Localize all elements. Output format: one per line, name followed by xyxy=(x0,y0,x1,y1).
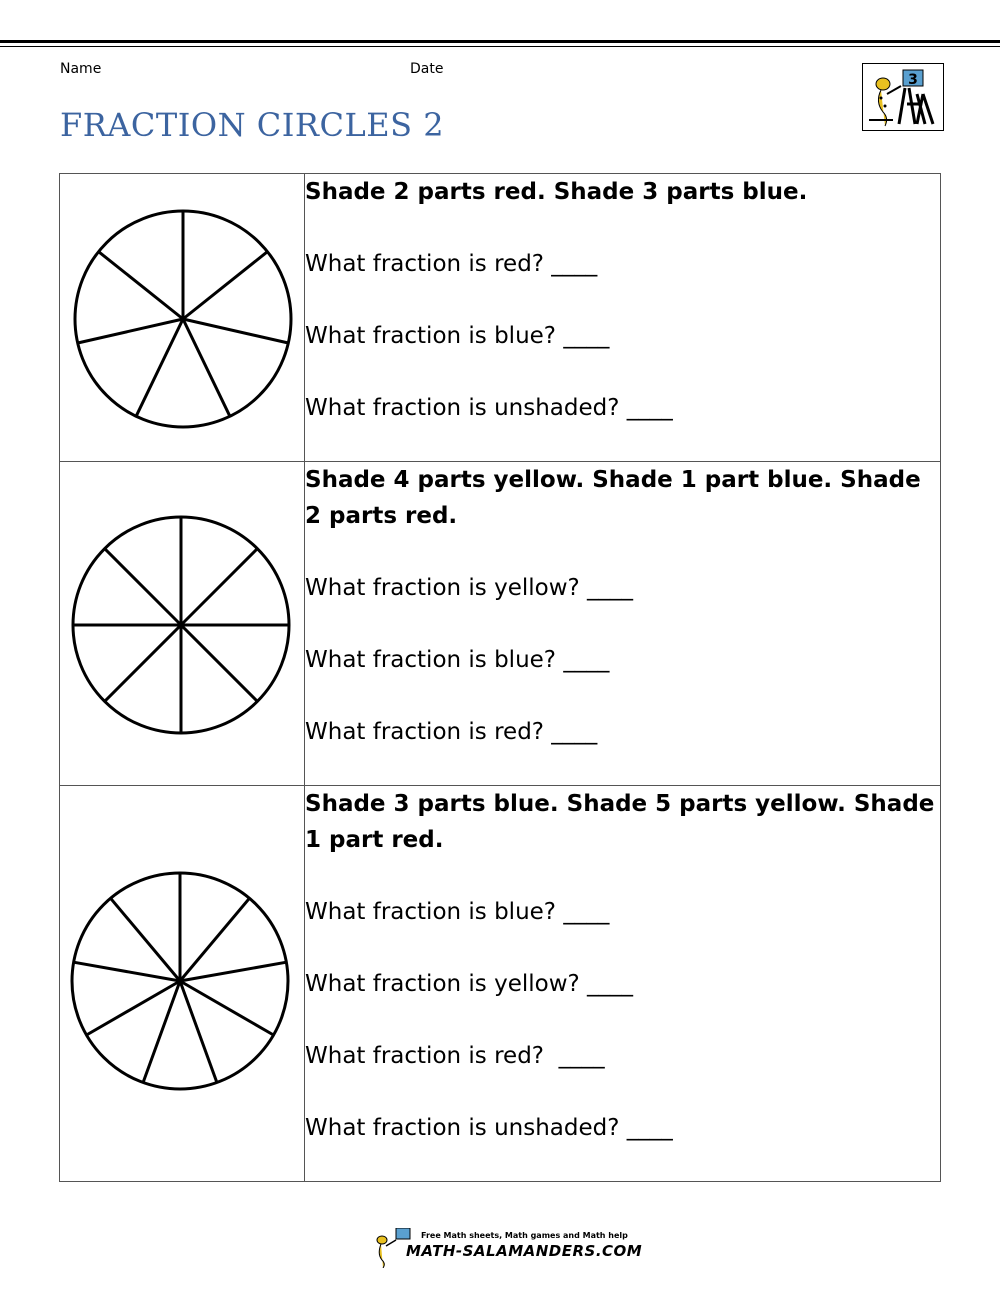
instruction: Shade 2 parts red. Shade 3 parts blue. xyxy=(305,179,808,205)
sector-divider xyxy=(181,549,257,625)
fraction-circle-7 xyxy=(60,174,304,462)
salamander-logo xyxy=(862,63,944,131)
problem-text-cell xyxy=(305,462,941,786)
top-rule xyxy=(0,40,1000,43)
footer-logo xyxy=(372,1228,643,1268)
sector-divider xyxy=(183,319,288,343)
sector-divider xyxy=(180,981,217,1083)
problem-text-cell xyxy=(305,174,941,462)
question: What fraction is red? ____ xyxy=(305,719,598,745)
sector-divider xyxy=(87,981,181,1035)
logo-grade: 3 xyxy=(908,72,918,88)
question: What fraction is red? ____ xyxy=(305,251,598,277)
sector-divider xyxy=(180,962,286,981)
sector-divider xyxy=(105,625,181,701)
worksheet-table xyxy=(59,173,941,1182)
problem-row-3 xyxy=(60,786,941,1182)
sector-divider xyxy=(105,549,181,625)
instruction: Shade 3 parts blue. Shade 5 parts yellow. Shade 1 part red. xyxy=(305,791,935,853)
date-label: Date xyxy=(410,61,444,77)
sector-divider xyxy=(111,898,180,981)
sector-divider xyxy=(183,319,230,416)
fraction-circle-cell xyxy=(60,174,305,462)
sector-divider xyxy=(180,981,274,1035)
footer-tagline: Free Math sheets, Math games and Math help xyxy=(421,1231,628,1240)
top-rule-thin xyxy=(0,46,1000,47)
question: What fraction is unshaded? ____ xyxy=(305,395,673,421)
fraction-circle-8 xyxy=(60,462,304,786)
sector-divider xyxy=(136,319,183,416)
problem-row-1 xyxy=(60,174,941,462)
name-label: Name xyxy=(60,61,102,77)
fraction-circle-cell xyxy=(60,786,305,1182)
question: What fraction is blue? ____ xyxy=(305,899,610,925)
sector-divider xyxy=(74,962,180,981)
sector-divider xyxy=(78,319,183,343)
sector-divider xyxy=(183,252,267,319)
problem-row-2 xyxy=(60,462,941,786)
sector-divider xyxy=(181,625,257,701)
problem-text-cell xyxy=(305,786,941,1182)
sector-divider xyxy=(99,252,183,319)
question: What fraction is red? ____ xyxy=(305,1043,605,1069)
sector-divider xyxy=(180,898,249,981)
instruction: Shade 4 parts yellow. Shade 1 part blue. Shade 2 parts red. xyxy=(305,467,921,529)
question: What fraction is blue? ____ xyxy=(305,647,610,673)
question: What fraction is unshaded? ____ xyxy=(305,1115,673,1141)
fraction-circle-9 xyxy=(60,786,304,1182)
footer-site[interactable]: MATH-SALAMANDERS.COM xyxy=(406,1242,643,1260)
sector-divider xyxy=(143,981,180,1083)
question: What fraction is yellow? ____ xyxy=(305,575,634,601)
page-title: FRACTION CIRCLES 2 xyxy=(60,106,445,144)
fraction-circle-cell xyxy=(60,462,305,786)
question: What fraction is blue? ____ xyxy=(305,323,610,349)
question: What fraction is yellow? ____ xyxy=(305,971,634,997)
